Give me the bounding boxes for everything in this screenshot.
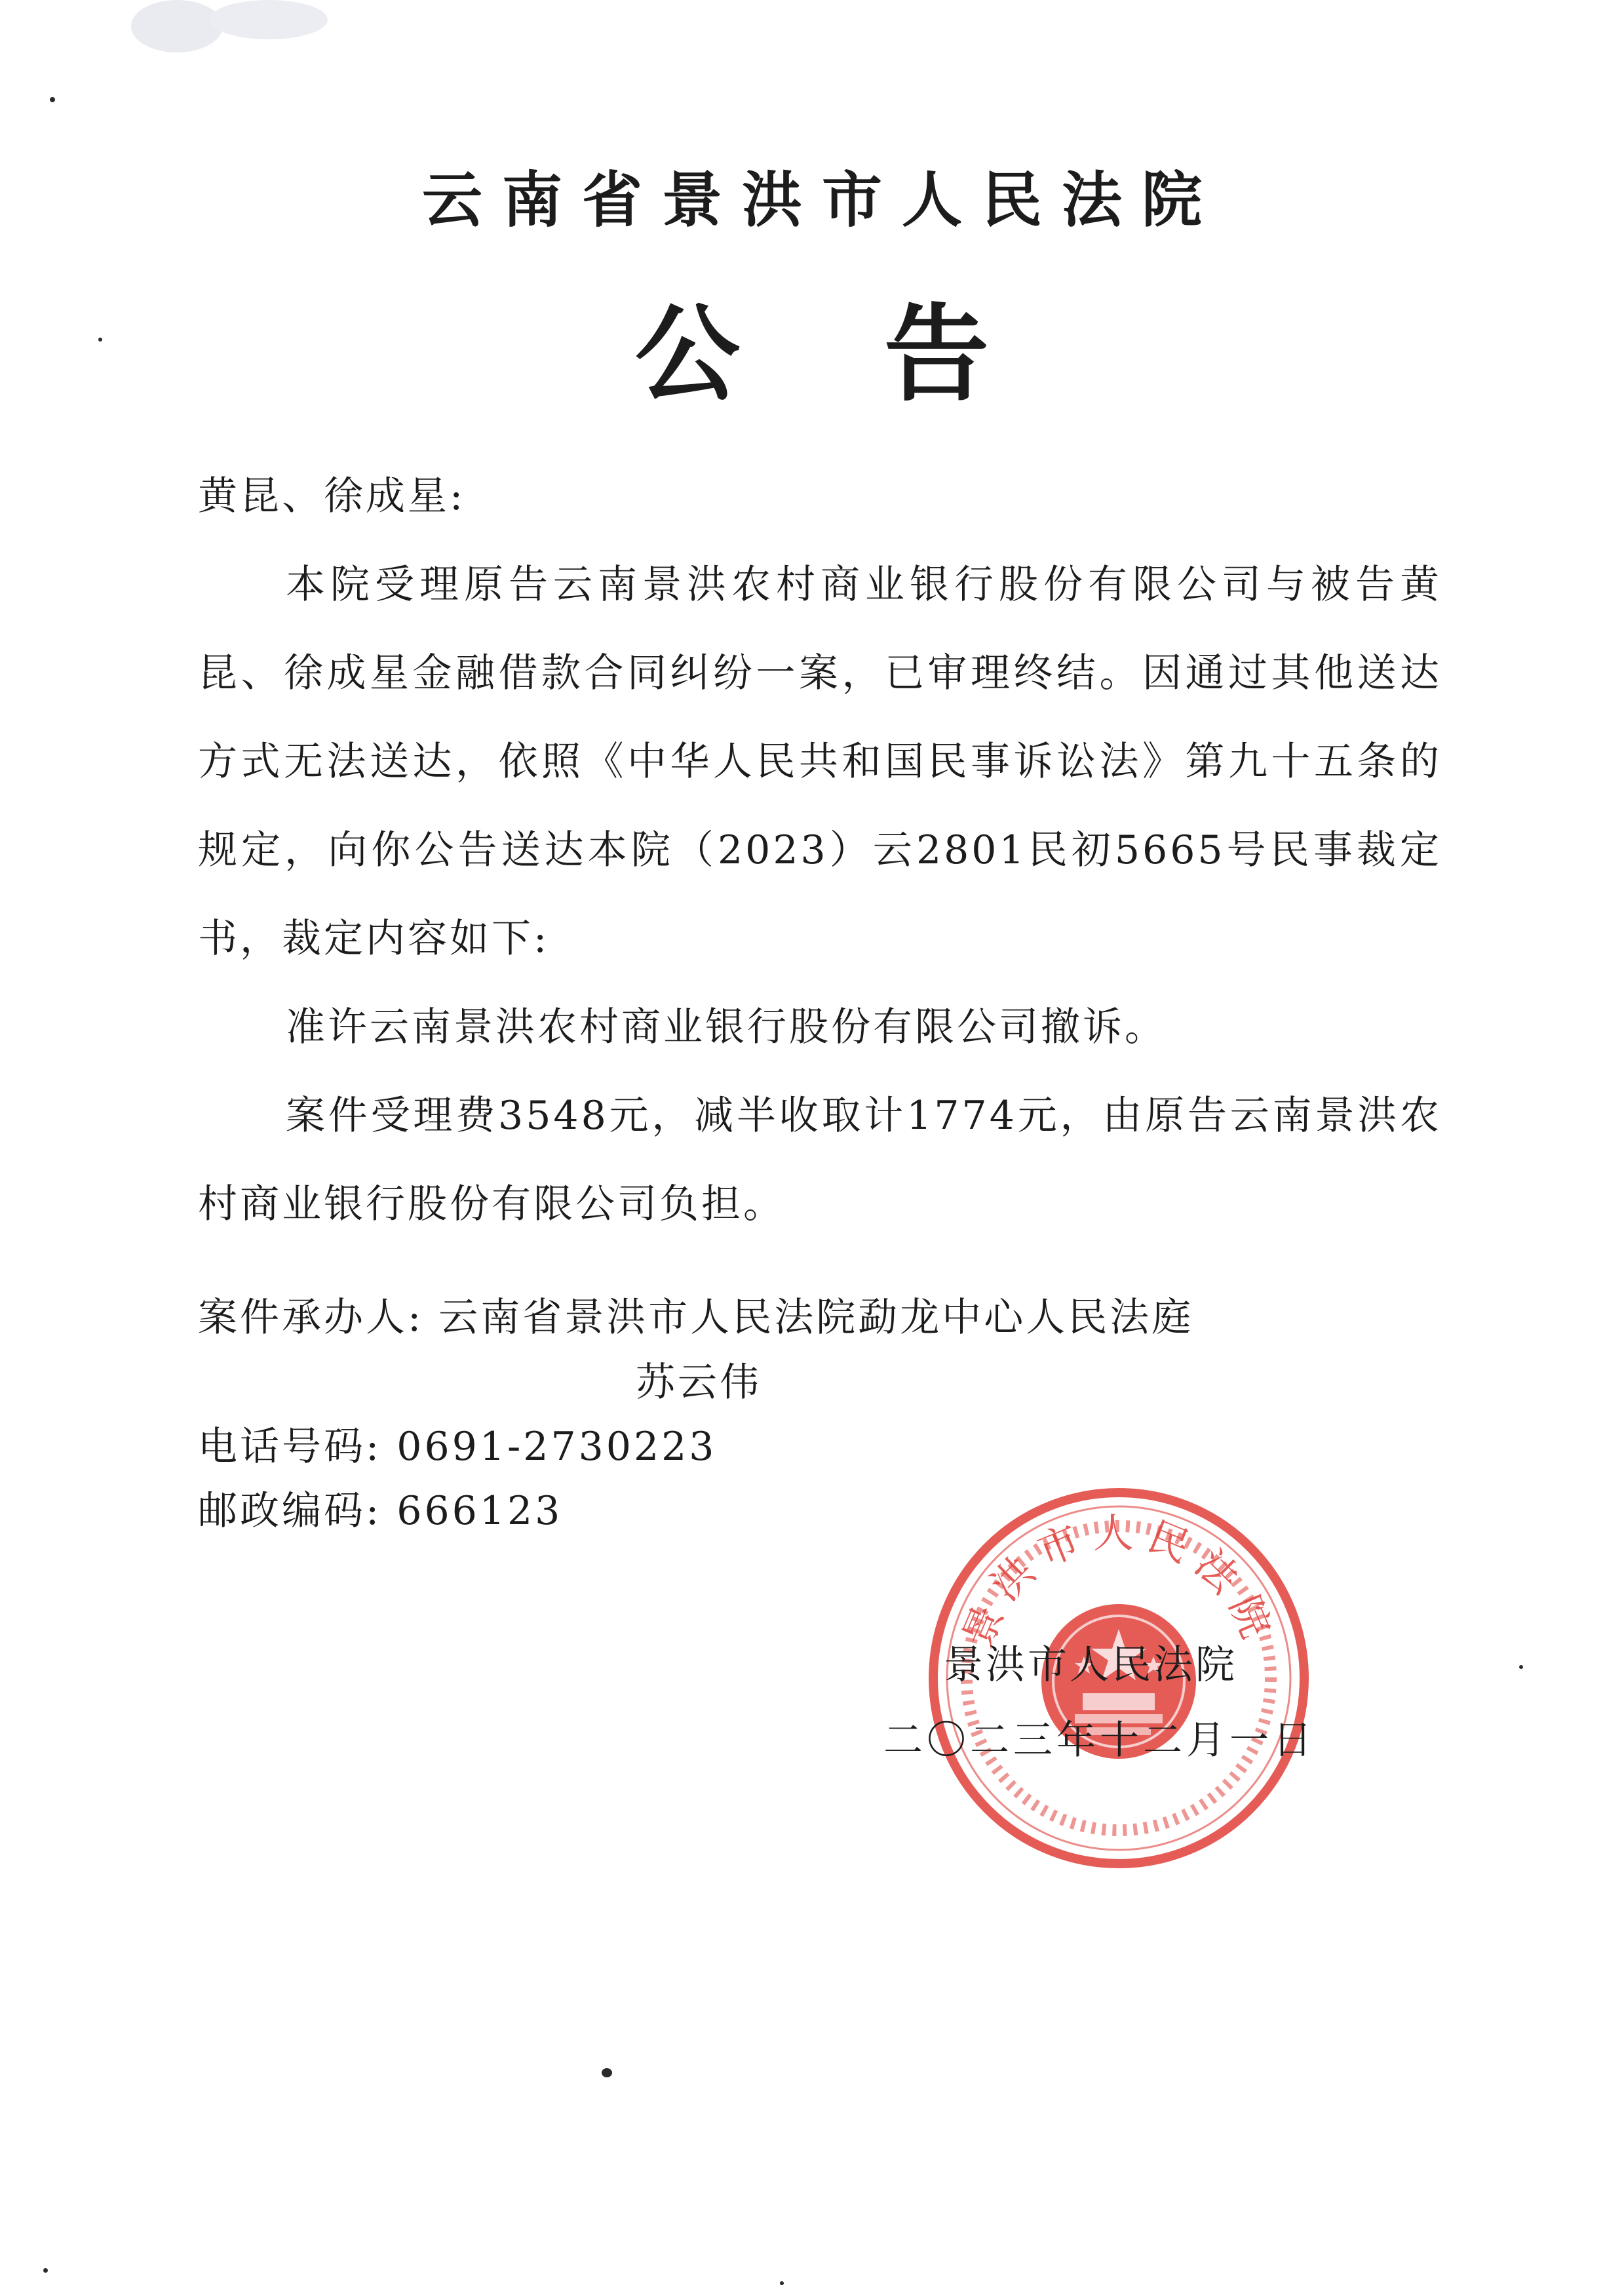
scan-speck [602, 2068, 612, 2077]
paragraph-fee: 案件受理费3548元，减半收取计1774元，由原告云南景洪农村商业银行股份有限公司负担。 [198, 1093, 1442, 1227]
handler-label: 案件承办人: [198, 1295, 424, 1341]
scan-smudge [125, 0, 347, 79]
phone-value: 0691-2730223 [396, 1424, 717, 1470]
handler-name: 苏云伟 [636, 1360, 762, 1405]
paragraph-ruling: 准许云南景洪农村商业银行股份有限公司撤诉。 [286, 1004, 1167, 1050]
postal-value: 666123 [396, 1488, 563, 1534]
handler-org: 云南省景洪市人民法院勐龙中心人民法庭 [438, 1295, 1194, 1341]
notice-body [198, 452, 1442, 1249]
signing-date: 二〇二三年十二月一日 [883, 1717, 1316, 1763]
svg-text:景洪市人民法院: 景洪市人民法院 [953, 1508, 1285, 1655]
scan-speck [50, 97, 55, 102]
signing-court: 景洪市人民法院 [944, 1642, 1237, 1688]
scan-speck [1519, 1665, 1523, 1669]
addressees: 黄昆、徐成星: [198, 473, 466, 519]
phone-label: 电话号码: [198, 1424, 382, 1470]
scan-speck [780, 2281, 784, 2285]
court-title: 云南省景洪市人民法院 [421, 165, 1222, 235]
handler-name-row [198, 1350, 1193, 1415]
paragraph-case: 本院受理原告云南景洪农村商业银行股份有限公司与被告黄昆、徐成星金融借款合同纠纷一案，已审理终结。因通过其他送达方式无法送达，依照《中华人民共和国民事诉讼法》第九十五条的规定，向你公告送达本院（2023）云2801民初5665号民事裁定书，裁定内容如下: [198, 562, 1442, 962]
scan-speck [43, 2268, 48, 2273]
phone-row [198, 1415, 1193, 1479]
postal-label: 邮政编码: [198, 1488, 382, 1534]
document-type-title: 公告 [634, 292, 1133, 416]
handler-row [198, 1285, 1193, 1350]
scan-speck [98, 338, 102, 342]
